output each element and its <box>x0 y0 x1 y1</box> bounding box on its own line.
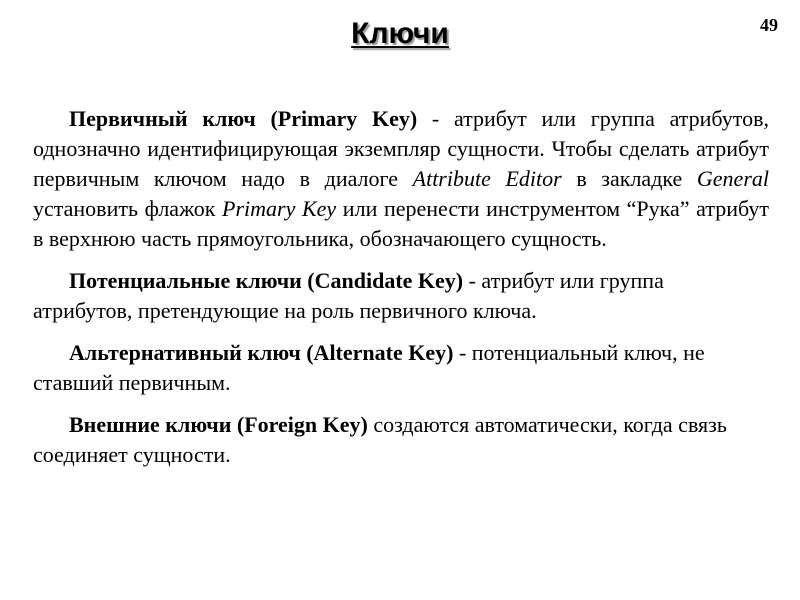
foreign-key-text: создаются автоматически, когда связь соединяет сущности. <box>33 412 727 467</box>
general-tab-term: General <box>696 166 769 191</box>
page-number: 49 <box>760 15 778 35</box>
primary-key-text-4: или перенести инструментом “Рука” атрибут в верхнюю часть прямоугольника, обозначающего сущность. <box>33 196 769 251</box>
attribute-editor-term: Attribute Editor <box>412 166 562 191</box>
candidate-key-term: Потенциальные ключи (Candidate Key) <box>69 268 464 293</box>
slide-title: Ключи <box>351 17 449 50</box>
alternate-key-text: - потенциальный ключ, не ставший первичным. <box>33 340 705 395</box>
primary-key-paragraph <box>33 104 769 254</box>
foreign-key-term: Внешние ключи (Foreign Key) <box>69 412 368 437</box>
candidate-key-text: - атрибут или группа атрибутов, претендующие на роль первичного ключа. <box>33 268 664 323</box>
candidate-key-paragraph <box>33 266 733 326</box>
primary-key-flag-term: Primary Key <box>222 196 337 221</box>
primary-key-text-3: установить флажок <box>33 196 223 221</box>
primary-key-text-1: - атрибут или группа атрибутов, однозначно идентифицирующая экземпляр сущности. Чтобы сделать атрибут первичным ключом надо в диалоге <box>33 106 769 191</box>
foreign-key-paragraph <box>33 410 743 470</box>
alternate-key-paragraph <box>33 338 743 398</box>
primary-key-term: Первичный ключ (Primary Key) <box>69 106 418 131</box>
slide-body <box>33 104 769 482</box>
primary-key-text-2: в закладке <box>561 166 697 191</box>
alternate-key-term: Альтернативный ключ (Alternate Key) <box>69 340 454 365</box>
